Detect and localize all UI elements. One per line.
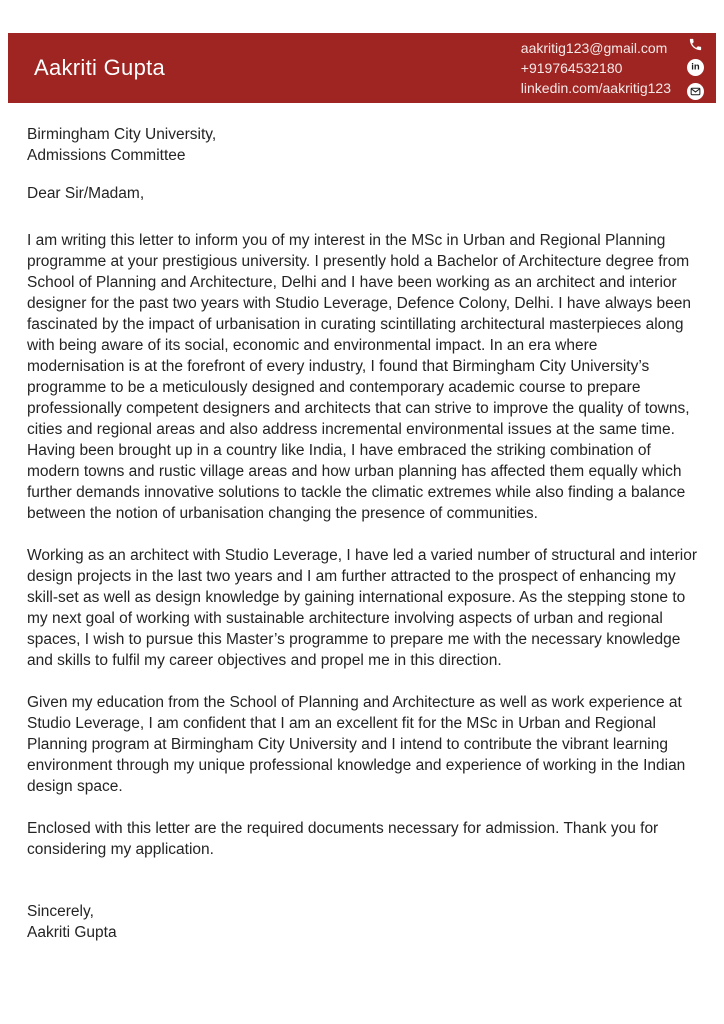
closing-line: Sincerely,: [27, 903, 94, 920]
recipient-line: Birmingham City University,: [27, 126, 217, 143]
contact-block: [521, 38, 671, 98]
contact-icons: [687, 36, 706, 100]
header-band: [8, 33, 716, 103]
contact-email: aakritig123@gmail.com: [520, 40, 668, 56]
email-icon: [687, 83, 704, 100]
linkedin-icon: [687, 59, 704, 76]
recipient-block: [27, 124, 699, 166]
linkedin-glyph: in: [691, 61, 700, 73]
body-paragraph: Given my education from the School of Planning and Architecture as well as work experience at Studio Leverage, I am confident that I am an excellent fit for the MSc in Urban and Regional Planning program at Birmingham City University and I intend to contribute the vibrant learning environment through my unique professional knowledge and experience of working in the Indian design space.: [27, 694, 686, 795]
body-paragraph: Enclosed with this letter are the required documents necessary for admission. Thank you for considering my application.: [27, 820, 659, 858]
body-paragraph: I am writing this letter to inform you of my interest in the MSc in Urban and Regional Planning programme at your prestigious university. I presently hold a Bachelor of Architecture degree from School of Planning and Architecture, Delhi and I have been working as an architect and interior designer for the past two years with Studio Leverage, Defence Colony, Delhi. I have always been fascinated by the impact of urbanisation in curating scintillating architectural masterpieces along with being aware of its social, economic and environmental impact. In an era where modernisation is at the forefront of every industry, I found that Birmingham City University’s programme to be a meticulously designed and contemporary academic course to prepare professionally competent designers and architects that can strive to improve the quality of towns, cities and regional areas and also address incremental environmental issues at the same time. Having been brought up in a country like India, I have embraced the striking combination of modern towns and rustic village areas and how urban planning has affected them equally which further demands innovative solutions to tackle the climatic extremes while also finding a balance between the notion of urbanisation changing the presence of communities.: [27, 232, 692, 522]
phone-icon: [688, 36, 704, 52]
salutation: Dear Sir/Madam,: [27, 185, 145, 202]
contact-phone: +919764532180: [520, 60, 623, 76]
signature-block: [27, 901, 699, 943]
body-paragraph: Working as an architect with Studio Leverage, I have led a varied number of structural and interior design projects in the last two years and I am further attracted to the prospect of enhancing my skill-set as well as design knowledge by gaining international exposure. As the stepping stone to my next goal of working with sustainable architecture involving aspects of urban and regional spaces, I wish to pursue this Master’s programme to prepare me with the necessary knowledge and skills to fulfil my career objectives and propel me in this direction.: [27, 547, 698, 669]
page-title: Aakriti Gupta: [34, 55, 166, 80]
letter-body: [27, 124, 699, 943]
signature-name: Aakriti Gupta: [27, 924, 117, 941]
contact-linkedin: linkedin.com/aakritig123: [520, 80, 671, 96]
recipient-line: Admissions Committee: [27, 147, 186, 164]
